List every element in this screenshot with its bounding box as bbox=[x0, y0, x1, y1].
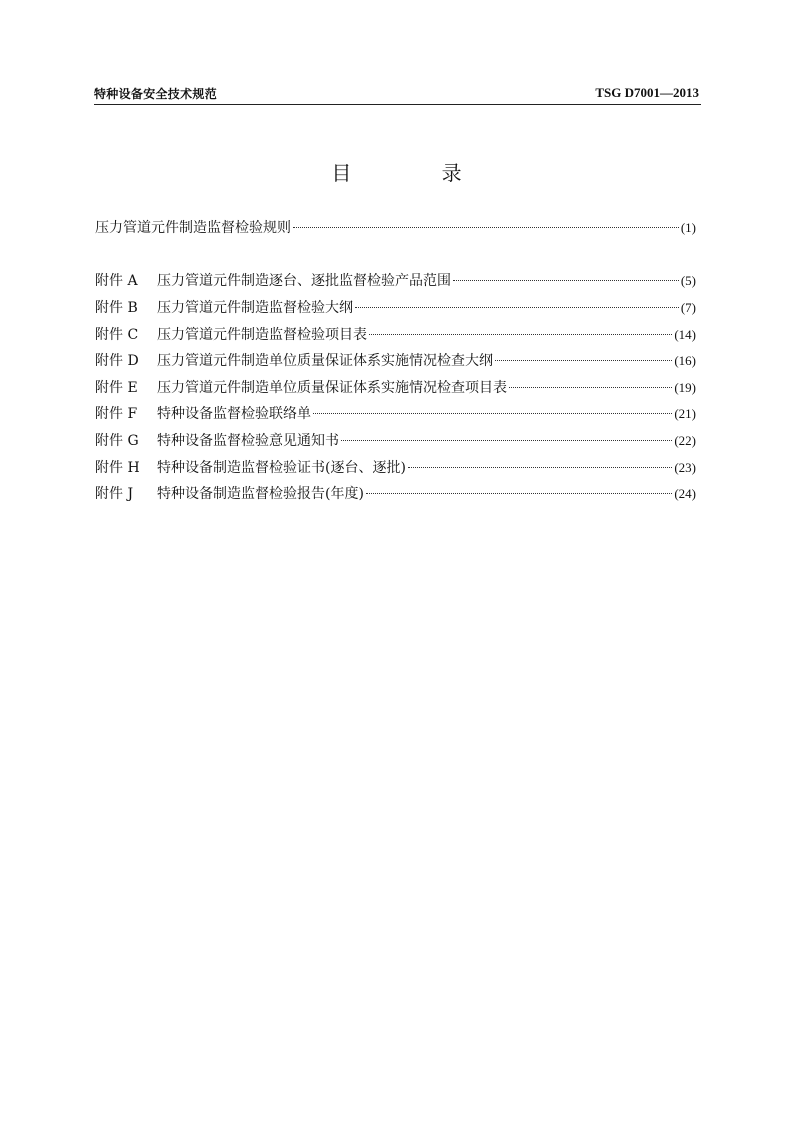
toc-entry-appendix-g[interactable] bbox=[95, 431, 696, 451]
dot-leader bbox=[369, 334, 672, 335]
toc-entry-text: 压力管道元件制造监督检验大纲 bbox=[157, 300, 353, 316]
toc-page-number: (19) bbox=[674, 380, 696, 395]
toc-entry-appendix-e[interactable] bbox=[95, 378, 696, 398]
appendix-label: 附件 A bbox=[95, 273, 138, 289]
appendix-label: 附件 F bbox=[95, 406, 138, 422]
dot-leader bbox=[408, 467, 672, 468]
toc-title: 目 录 bbox=[331, 161, 504, 185]
toc-entry-text: 压力管道元件制造监督检验项目表 bbox=[157, 327, 367, 343]
appendix-label: 附件 J bbox=[95, 486, 134, 502]
appendix-label: 附件 G bbox=[95, 433, 139, 449]
toc-page-number: (1) bbox=[680, 220, 696, 235]
header-spec-category: 特种设备安全技术规范 bbox=[94, 87, 218, 101]
toc-entry-appendix-h[interactable] bbox=[95, 458, 696, 478]
toc-entry-appendix-b[interactable] bbox=[95, 298, 696, 318]
toc-page-number: (7) bbox=[680, 300, 696, 315]
appendix-label: 附件 H bbox=[95, 460, 140, 476]
toc-entry-text: 压力管道元件制造单位质量保证体系实施情况检查项目表 bbox=[157, 380, 507, 396]
toc-entry-appendix-d[interactable] bbox=[95, 351, 696, 371]
dot-leader bbox=[366, 493, 672, 494]
toc-entry-text: 特种设备制造监督检验报告(年度) bbox=[157, 486, 364, 502]
toc-page-number: (23) bbox=[674, 460, 696, 475]
toc-entry-text: 特种设备制造监督检验证书(逐台、逐批) bbox=[157, 460, 406, 476]
toc-page-number: (24) bbox=[674, 486, 696, 501]
toc-entry-appendix-a[interactable] bbox=[95, 271, 696, 291]
dot-leader bbox=[293, 227, 679, 228]
toc-entry-text: 压力管道元件制造逐台、逐批监督检验产品范围 bbox=[157, 273, 451, 289]
toc-page-number: (21) bbox=[674, 406, 696, 421]
toc-entry-text: 特种设备监督检验意见通知书 bbox=[157, 433, 339, 449]
dot-leader bbox=[313, 413, 672, 414]
appendix-label: 附件 E bbox=[95, 380, 138, 396]
dot-leader bbox=[355, 307, 679, 308]
toc-page-number: (5) bbox=[680, 273, 696, 288]
toc-entry-appendix-c[interactable] bbox=[95, 325, 696, 345]
appendix-label: 附件 C bbox=[95, 327, 139, 343]
dot-leader bbox=[341, 440, 672, 441]
toc-entry-appendix-j[interactable] bbox=[95, 484, 696, 504]
dot-leader bbox=[509, 387, 672, 388]
dot-leader bbox=[453, 280, 679, 281]
toc-entry-text: 压力管道元件制造监督检验规则 bbox=[95, 220, 291, 236]
toc-entry-text: 特种设备监督检验联络单 bbox=[157, 406, 311, 422]
page-header bbox=[94, 84, 701, 105]
toc-page-number: (16) bbox=[674, 353, 696, 368]
toc-entry-text: 压力管道元件制造单位质量保证体系实施情况检查大纲 bbox=[157, 353, 493, 369]
toc-entry-main[interactable] bbox=[95, 218, 696, 238]
dot-leader bbox=[495, 360, 672, 361]
toc-entry-appendix-f[interactable] bbox=[95, 404, 696, 424]
toc-page-number: (22) bbox=[674, 433, 696, 448]
toc-page-number: (14) bbox=[674, 327, 696, 342]
appendix-label: 附件 D bbox=[95, 353, 139, 369]
header-standard-number: TSG D7001—2013 bbox=[595, 85, 699, 100]
appendix-label: 附件 B bbox=[95, 300, 138, 316]
